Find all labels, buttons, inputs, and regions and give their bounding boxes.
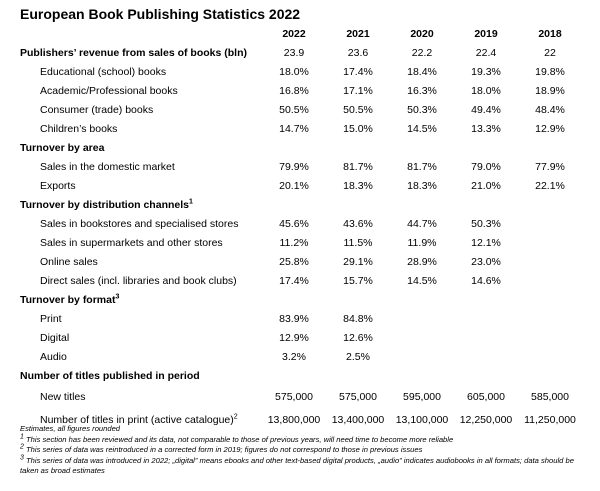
row-label	[20, 290, 262, 309]
value-cell: 21.0%	[471, 179, 501, 192]
value-cell: 18.3%	[343, 179, 373, 192]
value-cell	[518, 252, 582, 271]
value-cell: 18.0%	[279, 65, 309, 78]
value-cell: 15.0%	[343, 122, 373, 135]
row-label-text: Direct sales (incl. libraries and book clubs)	[40, 274, 237, 287]
value-cell	[518, 347, 582, 366]
table-row	[20, 43, 582, 62]
table-row	[20, 119, 582, 138]
footnote	[20, 445, 585, 456]
year-header: 2020	[410, 27, 434, 40]
value-cell	[454, 347, 518, 366]
row-label	[20, 385, 262, 408]
row-label	[20, 43, 262, 62]
value-cell: 12.1%	[471, 236, 501, 249]
value-cell: 11.5%	[343, 236, 373, 249]
row-label	[20, 62, 262, 81]
value-cell: 15.7%	[343, 274, 373, 287]
value-cell: 575,000	[275, 390, 313, 403]
value-cell: 18.3%	[407, 179, 437, 192]
row-label	[20, 347, 262, 366]
value-cell: 3.2%	[282, 350, 306, 363]
value-cell: 22.4	[475, 46, 497, 59]
footnote-marker: 2	[233, 413, 238, 420]
value-cell	[454, 309, 518, 328]
row-label-text: Publishers’ revenue from sales of books (bln)	[20, 46, 247, 59]
value-cell	[262, 290, 326, 309]
value-cell: 17.4%	[343, 65, 373, 78]
row-label	[20, 252, 262, 271]
value-cell	[390, 309, 454, 328]
value-cell	[454, 290, 518, 309]
value-cell: 13,100,000	[395, 413, 449, 426]
row-label-text: Turnover by distribution channels	[20, 198, 189, 211]
table-row	[20, 81, 582, 100]
value-cell	[518, 366, 582, 385]
value-cell: 595,000	[403, 390, 441, 403]
row-label	[20, 328, 262, 347]
value-cell	[454, 195, 518, 214]
value-cell: 14.7%	[279, 122, 309, 135]
value-cell: 28.9%	[407, 255, 437, 268]
value-cell: 77.9%	[535, 160, 565, 173]
footnote-number: 1	[20, 432, 24, 440]
row-label-header	[20, 24, 262, 43]
value-cell: 19.3%	[471, 65, 501, 78]
value-cell	[390, 347, 454, 366]
value-cell: 13,800,000	[267, 413, 321, 426]
row-label-text: Consumer (trade) books	[40, 103, 154, 116]
value-cell: 23.0%	[471, 255, 501, 268]
row-label	[20, 233, 262, 252]
table-row	[20, 233, 582, 252]
value-cell	[454, 366, 518, 385]
year-header: 2019	[474, 27, 498, 40]
value-cell: 50.3%	[407, 103, 437, 116]
value-cell: 83.9%	[279, 312, 309, 325]
footnote-number: 2	[20, 443, 24, 451]
table-row	[20, 195, 582, 214]
row-label-text: Sales in the domestic market	[40, 160, 175, 173]
footnotes	[20, 424, 585, 477]
row-label	[20, 138, 262, 157]
value-cell: 13,400,000	[331, 413, 385, 426]
value-cell	[390, 195, 454, 214]
value-cell	[454, 328, 518, 347]
row-label	[20, 271, 262, 290]
value-cell	[262, 195, 326, 214]
value-cell	[518, 233, 582, 252]
footnote-text: This series of data was reintroduced in a corrected form in 2019; figures do not correspond to those in previous issues	[23, 445, 423, 454]
row-label	[20, 366, 262, 385]
year-header: 2022	[282, 27, 306, 40]
row-label	[20, 119, 262, 138]
table-row	[20, 252, 582, 271]
value-cell: 44.7%	[407, 217, 437, 230]
row-label-text: Audio	[40, 350, 67, 363]
value-cell: 17.4%	[279, 274, 309, 287]
table-row	[20, 290, 582, 309]
table-row	[20, 366, 582, 385]
value-cell	[326, 366, 390, 385]
value-cell: 22.1%	[535, 179, 565, 192]
value-cell	[518, 195, 582, 214]
value-cell: 19.8%	[535, 65, 565, 78]
value-cell: 13.3%	[471, 122, 501, 135]
value-cell: 2.5%	[346, 350, 370, 363]
table-row	[20, 100, 582, 119]
value-cell: 18.0%	[471, 84, 501, 97]
table-row	[20, 176, 582, 195]
footnote-text: This series of data was introduced in 2022; „digital” means ebooks and other text-based digital products, „audio” indicates audiobooks in all formats; data should be taken as broad estimates	[20, 455, 574, 475]
value-cell: 585,000	[531, 390, 569, 403]
table-row	[20, 385, 582, 408]
table-row	[20, 157, 582, 176]
value-cell: 45.6%	[279, 217, 309, 230]
row-label-text: Turnover by format	[20, 293, 116, 306]
table-row	[20, 62, 582, 81]
footnote	[20, 424, 585, 435]
row-label	[20, 214, 262, 233]
footnote-number: 3	[20, 453, 24, 461]
value-cell: 43.6%	[343, 217, 373, 230]
value-cell: 11.9%	[407, 236, 437, 249]
value-cell: 14.6%	[471, 274, 501, 287]
row-label-text: Academic/Professional books	[40, 84, 178, 97]
statistics-table	[20, 24, 582, 431]
value-cell: 11,250,000	[524, 413, 576, 426]
value-cell	[390, 138, 454, 157]
value-cell: 20.1%	[279, 179, 309, 192]
page-title: European Book Publishing Statistics 2022	[20, 6, 301, 22]
value-cell: 79.9%	[279, 160, 309, 173]
value-cell: 18.9%	[535, 84, 565, 97]
row-label-text: Educational (school) books	[40, 65, 167, 78]
value-cell: 29.1%	[343, 255, 373, 268]
value-cell: 25.8%	[279, 255, 309, 268]
row-label-text: Children’s books	[40, 122, 118, 135]
value-cell: 50.5%	[279, 103, 309, 116]
footnote-text: Estimates, all figures rounded	[20, 424, 121, 433]
row-label-text: Online sales	[40, 255, 98, 268]
row-label	[20, 157, 262, 176]
value-cell	[518, 138, 582, 157]
value-cell	[518, 290, 582, 309]
table-row	[20, 138, 582, 157]
row-label-text: Number of titles in print (active catalogue)	[40, 413, 234, 426]
value-cell: 50.3%	[471, 217, 501, 230]
value-cell: 79.0%	[471, 160, 501, 173]
value-cell	[518, 214, 582, 233]
value-cell: 12.9%	[279, 331, 309, 344]
row-label-text: Digital	[40, 331, 70, 344]
value-cell: 23.9	[283, 46, 305, 59]
footnote-text: This section has been reviewed and its data, not comparable to those of previous years, will need time to become more reliable	[23, 434, 454, 444]
value-cell	[326, 195, 390, 214]
value-cell	[390, 290, 454, 309]
table-row	[20, 309, 582, 328]
value-cell: 84.8%	[343, 312, 373, 325]
value-cell: 14.5%	[407, 122, 437, 135]
value-cell	[518, 309, 582, 328]
value-cell: 17.1%	[343, 84, 373, 97]
value-cell: 49.4%	[471, 103, 501, 116]
table-row	[20, 347, 582, 366]
value-cell	[390, 366, 454, 385]
year-header-row	[20, 24, 582, 43]
table-row	[20, 214, 582, 233]
row-label-text: Number of titles published in period	[20, 369, 200, 382]
footnote-marker: 3	[115, 293, 120, 300]
row-label-text: Turnover by area	[20, 141, 105, 154]
table-row	[20, 328, 582, 347]
footnote	[20, 432, 585, 446]
value-cell	[454, 138, 518, 157]
value-cell: 81.7%	[407, 160, 437, 173]
value-cell	[262, 366, 326, 385]
row-label-text: Print	[40, 312, 62, 325]
row-label	[20, 100, 262, 119]
footnote-marker: 1	[189, 198, 193, 205]
value-cell	[326, 138, 390, 157]
table-body	[20, 43, 582, 431]
value-cell: 575,000	[339, 390, 377, 403]
value-cell: 81.7%	[343, 160, 373, 173]
row-label	[20, 195, 262, 214]
row-label-text: Sales in bookstores and specialised stores	[40, 217, 239, 230]
row-label	[20, 81, 262, 100]
year-header: 2021	[346, 27, 370, 40]
row-label-text: Sales in supermarkets and other stores	[40, 236, 223, 249]
row-label-text: New titles	[40, 390, 86, 403]
value-cell: 22	[544, 46, 556, 59]
value-cell: 23.6	[347, 46, 369, 59]
value-cell: 12,250,000	[459, 413, 513, 426]
footnote	[20, 453, 585, 477]
value-cell: 50.5%	[343, 103, 373, 116]
value-cell: 605,000	[467, 390, 505, 403]
value-cell: 12.9%	[535, 122, 565, 135]
row-label-text: Exports	[40, 179, 76, 192]
value-cell: 22.2	[411, 46, 433, 59]
value-cell: 16.8%	[279, 84, 309, 97]
value-cell: 12.6%	[343, 331, 373, 344]
row-label	[20, 309, 262, 328]
value-cell	[518, 328, 582, 347]
value-cell: 14.5%	[407, 274, 437, 287]
value-cell: 48.4%	[535, 103, 565, 116]
value-cell	[390, 328, 454, 347]
value-cell: 16.3%	[407, 84, 437, 97]
value-cell: 18.4%	[407, 65, 437, 78]
value-cell	[326, 290, 390, 309]
table-row	[20, 271, 582, 290]
row-label	[20, 176, 262, 195]
value-cell	[518, 271, 582, 290]
year-header: 2018	[538, 27, 562, 40]
value-cell: 11.2%	[279, 236, 309, 249]
value-cell	[262, 138, 326, 157]
